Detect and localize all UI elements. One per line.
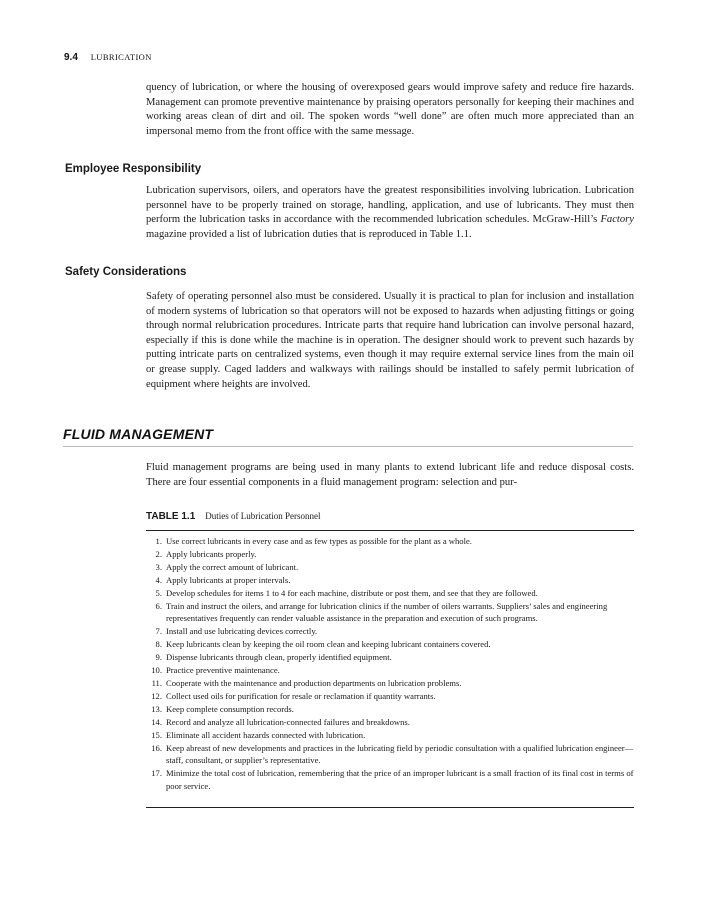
duty-text: Keep complete consumption records. <box>166 703 294 714</box>
employee-text-start: Lubrication supervisors, oilers, and operators have the greatest responsibilities involving lubrication. Lubrication personnel have to be properly trained on storage, handling, application, and use of lubricants. They must then perform the lubrication tasks in accordance with the recommended lubrication schedules. McGraw-Hill’s <box>146 185 634 226</box>
duty-number: 16. <box>151 742 162 753</box>
section-number: 9.4 <box>64 52 78 63</box>
duty-number: 8. <box>155 639 162 650</box>
duty-item <box>146 690 634 703</box>
duty-number: 6. <box>155 600 162 611</box>
duty-number: 9. <box>155 652 162 663</box>
fluid-management-paragraph: Fluid management programs are being used in many plants to extend lubricant life and reduce disposal costs. There are four essential components in a fluid management program: selection and pur- <box>146 462 634 488</box>
duty-item <box>146 716 634 729</box>
duty-text: Minimize the total cost of lubrication, remembering that the price of an improper lubricant is a small fraction of its final cost in terms of poor service. <box>166 768 634 792</box>
duty-number: 11. <box>151 677 162 688</box>
safety-considerations-heading: Safety Considerations <box>65 266 187 278</box>
duty-item <box>146 651 634 664</box>
duty-text: Collect used oils for purification for resale or reclamation if quantity warrants. <box>166 690 436 701</box>
duty-text: Develop schedules for items 1 to 4 for each machine, distribute or post them, and see that they are followed. <box>166 587 538 598</box>
duty-item <box>146 729 634 742</box>
safety-considerations-paragraph: Safety of operating personnel also must be considered. Usually it is practical to plan for inclusion and installation of modern systems of lubrication so that operators will not be exposed to hazards when adjusting fittings or going through normal relubrication procedures. Intricate parts that require hand lubrication can involve personal hazard, especially if this is done while the machine is in operation. The designer should work to prevent such hazards by putting intricate parts on centralized systems, even though it may require external service lines from the main oil or grease supply. Caged ladders and walkways with railings should be installed to safely permit lubrication of equipment where heights are involved. <box>146 291 634 390</box>
duty-text: Train and instruct the oilers, and arrange for lubrication clinics if the number of oilers warrants. Suppliers’ sales and engineering representatives frequently can render valuable assistance in the preparation and execution of such programs. <box>166 600 608 624</box>
duty-item <box>146 664 634 677</box>
duty-item <box>146 574 634 587</box>
duty-number: 12. <box>151 690 162 701</box>
table-top-rule <box>146 530 634 531</box>
fluid-management-heading: FLUID MANAGEMENT <box>63 426 214 442</box>
duty-item <box>146 638 634 651</box>
duty-number: 1. <box>155 536 162 546</box>
duty-number: 3. <box>155 561 162 572</box>
duty-item <box>146 742 634 768</box>
duty-text: Keep abreast of new developments and practices in the lubricating field by periodic consultation with a qualified lubrication engineer—staff, consultant, or supplier’s representative. <box>166 742 634 766</box>
table-bottom-rule <box>146 807 634 808</box>
duty-item <box>146 625 634 638</box>
running-head <box>64 52 152 63</box>
duty-item <box>146 677 634 690</box>
duty-item <box>146 561 634 574</box>
duty-text: Apply lubricants at proper intervals. <box>166 574 291 585</box>
duty-number: 4. <box>155 574 162 585</box>
factory-magazine-title: Factory <box>600 214 634 226</box>
employee-text-end: magazine provided a list of lubrication duties that is reproduced in Table 1.1. <box>146 228 472 240</box>
duty-number: 2. <box>155 548 162 559</box>
duty-text: Dispense lubricants through clean, properly identified equipment. <box>166 652 392 663</box>
duty-text: Record and analyze all lubrication-connected failures and breakdowns. <box>166 716 410 727</box>
duty-item <box>146 548 634 561</box>
duty-item <box>146 587 634 600</box>
employee-responsibility-heading: Employee Responsibility <box>65 163 202 175</box>
table-label: TABLE 1.1 <box>146 511 196 522</box>
duty-item <box>146 600 634 626</box>
duty-item <box>146 535 634 548</box>
running-head-title: LUBRICATION <box>90 52 152 62</box>
duty-number: 5. <box>155 587 162 598</box>
duty-text: Apply the correct amount of lubricant. <box>166 561 299 572</box>
table-title: Duties of Lubrication Personnel <box>205 511 321 521</box>
duty-text: Use correct lubricants in every case and as few types as possible for the plant as a whole. <box>166 536 472 546</box>
duty-item <box>146 767 634 793</box>
duties-list <box>146 535 634 793</box>
duty-number: 15. <box>151 729 162 740</box>
duty-text: Install and use lubricating devices correctly. <box>166 626 318 637</box>
table-caption <box>146 511 321 522</box>
duty-number: 14. <box>151 716 162 727</box>
duty-text: Practice preventive maintenance. <box>166 665 280 676</box>
duty-text: Keep lubricants clean by keeping the oil room clean and keeping lubricant containers covered. <box>166 639 491 650</box>
section-divider <box>63 446 633 447</box>
duty-text: Eliminate all accident hazards connected with lubrication. <box>166 729 366 740</box>
duty-number: 13. <box>151 703 162 714</box>
duty-text: Cooperate with the maintenance and production departments on lubrication problems. <box>166 677 462 688</box>
duty-number: 10. <box>151 665 162 676</box>
duty-number: 7. <box>155 626 162 637</box>
employee-responsibility-paragraph <box>146 184 634 242</box>
duty-text: Apply lubricants properly. <box>166 548 257 559</box>
duty-item <box>146 703 634 716</box>
duty-number: 17. <box>151 768 162 779</box>
intro-paragraph: quency of lubrication, or where the housing of overexposed gears would improve safety and reduce fire hazards. Management can promote preventive maintenance by praising operators personally for keeping their machines and working areas clean of dirt and oil. The spoken words “well done” are often much more appreciated than an impersonal memo from the front office with the same message. <box>146 82 634 137</box>
